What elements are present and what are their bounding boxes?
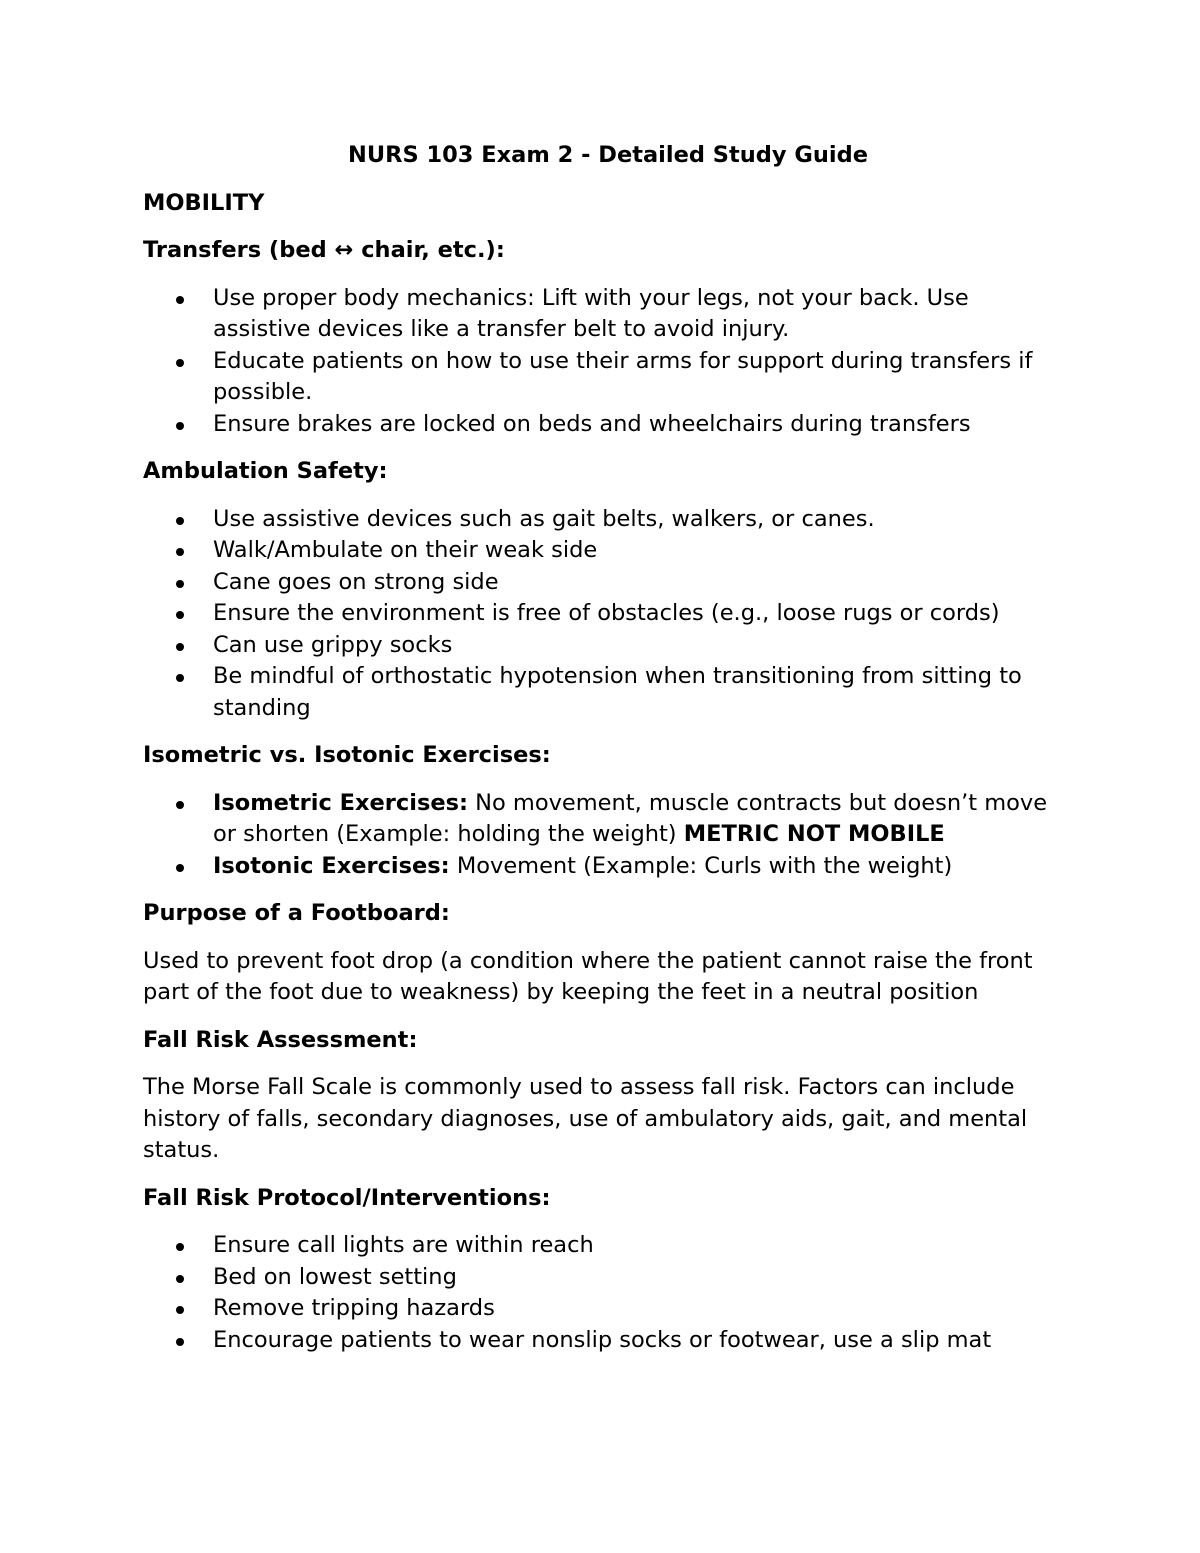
list-item: Cane goes on strong side <box>143 567 1073 599</box>
bullet-icon <box>176 296 184 304</box>
fall-risk-protocol-heading: Fall Risk Protocol/Interventions: <box>143 1184 551 1211</box>
bullet-icon <box>176 643 184 651</box>
bullet-icon <box>176 359 184 367</box>
list-item: Walk/Ambulate on their weak side <box>143 535 1073 567</box>
page-title: NURS 103 Exam 2 - Detailed Study Guide <box>348 142 868 168</box>
list-item: Educate patients on how to use their arms for support during transfers if possible. <box>143 346 1073 409</box>
footboard-heading: Purpose of a Footboard: <box>143 900 450 926</box>
list-item <box>143 788 1073 851</box>
list-item: Ensure brakes are locked on beds and wheelchairs during transfers <box>143 409 1073 441</box>
isometric-label: Isometric Exercises: <box>213 789 468 816</box>
list-item: Be mindful of orthostatic hypotension when transitioning from sitting to standing <box>143 661 1073 724</box>
bullet-icon <box>176 1306 184 1314</box>
list-item: Ensure the environment is free of obstacles (e.g., loose rugs or cords) <box>143 598 1073 630</box>
list-item: Bed on lowest setting <box>143 1262 1073 1294</box>
isometric-text: No movement, muscle contracts but doesn’t move or shorten (Example: holding the weight) <box>213 789 1048 847</box>
footboard-text: Used to prevent foot drop (a condition where the patient cannot raise the front part of the foot due to weakness) by keeping the feet in a neutral position <box>143 947 1033 1005</box>
bullet-icon <box>176 1338 184 1346</box>
list-item: Use proper body mechanics: Lift with your legs, not your back. Use assistive devices like a transfer belt to avoid injury. <box>143 283 1073 346</box>
list-item: Can use grippy socks <box>143 630 1073 662</box>
list-item: Use assistive devices such as gait belts, walkers, or canes. <box>143 504 1073 536</box>
ambulation-list <box>143 504 1073 725</box>
bullet-icon <box>176 580 184 588</box>
bullet-icon <box>176 548 184 556</box>
category-heading: MOBILITY <box>143 189 265 216</box>
fall-risk-assessment-text: The Morse Fall Scale is commonly used to assess fall risk. Factors can include history of falls, secondary diagnoses, use of ambulatory aids, gait, and mental status. <box>143 1074 1028 1163</box>
document-page <box>143 140 1073 1372</box>
fall-risk-protocol-list <box>143 1230 1073 1356</box>
bullet-icon <box>176 422 184 430</box>
isometric-emphasis: METRIC NOT MOBILE <box>683 821 945 847</box>
exercises-list <box>143 788 1073 883</box>
ambulation-heading: Ambulation Safety: <box>143 458 388 484</box>
isotonic-text: Movement (Example: Curls with the weight) <box>449 852 953 879</box>
bullet-icon <box>176 864 184 872</box>
isotonic-label: Isotonic Exercises: <box>213 852 450 879</box>
list-item: Encourage patients to wear nonslip socks or footwear, use a slip mat <box>143 1325 1073 1357</box>
list-item: Ensure call lights are within reach <box>143 1230 1073 1262</box>
bullet-icon <box>176 1275 184 1283</box>
exercises-heading: Isometric vs. Isotonic Exercises: <box>143 742 551 768</box>
list-item <box>143 851 1073 883</box>
bullet-icon <box>176 517 184 525</box>
bullet-icon <box>176 1243 184 1251</box>
bullet-icon <box>176 611 184 619</box>
transfers-list <box>143 283 1073 441</box>
list-item: Remove tripping hazards <box>143 1293 1073 1325</box>
bullet-icon <box>176 801 184 809</box>
bullet-icon <box>176 674 184 682</box>
transfers-heading: Transfers (bed ↔ chair, etc.): <box>143 237 505 263</box>
fall-risk-assessment-heading: Fall Risk Assessment: <box>143 1026 418 1053</box>
